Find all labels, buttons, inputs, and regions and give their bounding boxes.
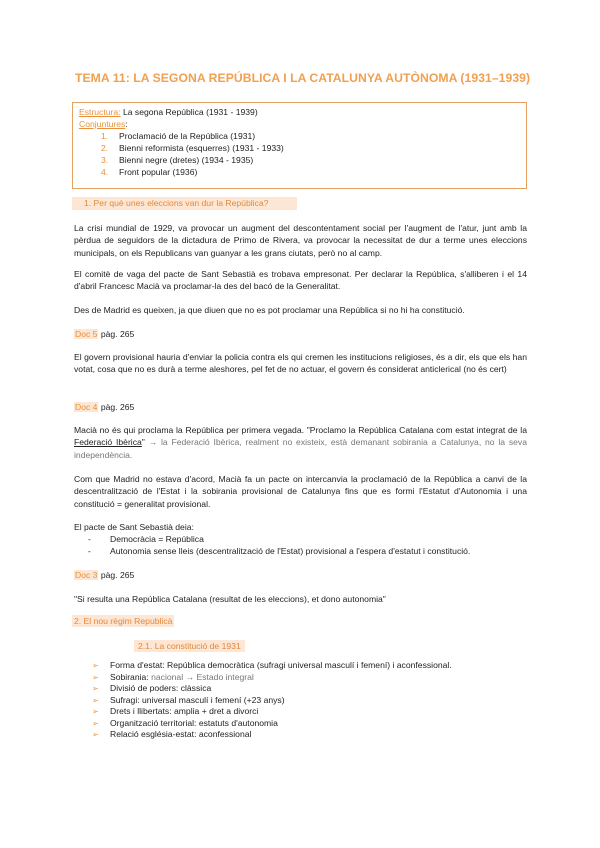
paragraph-crisis: La crisi mundial de 1929, va provocar un augment del descontentament social per l'augment de l'atur, junt amb la pèrdua de seguidors de la dictadura de Primo de Rivera, va provocar la necessitat de dur a terme unes eleccions municipals, on els Republicans van guanyar a les grans ciutats, però no al camp. [74,223,527,258]
item-label: Organització territorial: [110,717,197,728]
list-item [92,706,452,718]
doc-5-tag: Doc 5 [75,329,98,339]
estructura-row [79,106,520,118]
doc-4-reference [74,402,134,412]
item-text: República democràtica (sufragi universal masculí i femení) i aconfessional. [164,660,452,670]
paragraph-text: " [141,437,149,448]
conjuntures-list [79,130,520,178]
arrow-bullet-icon: ➢ [92,695,99,705]
arrow-bullet-icon: ➢ [92,707,99,716]
doc-5-page: pàg. 265 [98,329,135,339]
list-number: 2. [101,143,109,153]
federacio-iberica-link[interactable]: Federació Ibèrica [74,437,142,448]
list-item [92,672,452,684]
paragraph-comite: El comitè de vaga del pacte de Sant Sebastià es trobava empresonat. Per declarar la República, s'alliberen i el 14 d'abril Francesc Macià va proclamar-la des del bacó de la Generalitat. [74,269,527,292]
paragraph-pacte-madrid: Com que Madrid no estava d'acord, Macià fa un pacte on intercanvia la proclamació de la República a canvi de la descentralització de l'Estat i la sobirania provisional de Catalunya fins que es formi l'Estatut d'Autonomia i una constitució = generalitat provisional. [74,474,527,509]
list-item: - Democràcia = República [88,533,470,545]
item-text: amplia + dret a divorci [171,706,259,716]
doc-5-reference [74,329,134,339]
paragraph-macia [74,424,527,461]
item-note: nacional → Estado integral [148,671,254,682]
doc-4-page: pàg. 265 [98,402,135,412]
list-item [79,154,520,166]
list-text: Proclamació de la República (1931) [119,131,256,141]
paragraph-text: Macià no és qui proclama la República per primera vegada. "Proclamo la República Catalana com estat integrat de la [74,425,527,435]
conjuntures-label: Conjuntures [79,119,126,129]
pact-list [88,533,470,558]
list-number: 4. [101,167,109,177]
list-item [92,729,452,741]
section-1-heading: 1. Per què unes eleccions van dur la República? [72,197,297,210]
list-item [79,142,520,154]
list-item [92,718,452,730]
list-item [92,660,452,672]
list-number: 1. [101,131,109,141]
paragraph-pacte-intro: El pacte de Sant Sebastià deia: [74,522,194,532]
arrow-bullet-icon: ➢ [92,684,99,693]
conjuntures-row [79,118,520,130]
arrow-bullet-icon: ➢ [92,718,99,728]
paragraph-madrid: Des de Madrid es queixen, ja que diuen que no es pot proclamar una República si no hi ha constitució. [74,305,465,315]
item-label: Drets i llibertats: [110,706,172,716]
list-number: 3. [101,155,109,165]
subsection-2-1-heading: 2.1. La constitució de 1931 [134,640,245,652]
item-label: Sobirania: [110,671,149,682]
section-2-heading: 2. El nou règim Republicà [74,616,173,626]
summary-box [72,102,527,189]
doc-3-tag: Doc 3 [75,570,98,580]
list-item [79,166,520,178]
arrow-bullet-icon: ➢ [92,730,99,739]
conjuntures-colon: : [125,119,128,129]
item-text: clàssica [178,683,212,693]
doc-3-reference [74,570,134,580]
doc-3-page: pàg. 265 [98,570,135,580]
item-label: Forma d'estat: [110,660,165,670]
list-item [92,695,452,707]
item-label: Relació església-estat: [110,729,197,739]
page-title: TEMA 11: LA SEGONA REPÚBLICA I LA CATALUNYA AUTÒNOMA (1931–1939) [75,71,531,85]
list-item [92,683,452,695]
arrow-bullet-icon: ➢ [92,672,99,682]
item-text: universal masculí i femení (+23 anys) [139,694,285,705]
constitution-list [92,660,452,741]
list-text: Bienni reformista (esquerres) (1931 - 1933) [119,143,284,153]
paragraph-note: → la Federació Ibèrica, realment no existeix, està demanant sobirania a Catalunya, no la seva independència. [74,437,527,460]
item-label: Sufragi: [110,694,140,705]
quote-paragraph: "Si resulta una República Catalana (resultat de les eleccions), et dono autonomia" [74,594,386,604]
list-item [79,130,520,142]
list-text: Bienni negre (dretes) (1934 - 1935) [119,155,254,165]
list-text: Front popular (1936) [119,167,198,177]
estructura-value: La segona República (1931 - 1939) [122,107,258,117]
item-label: Divisió de poders: [110,683,179,693]
doc-4-tag: Doc 4 [75,402,98,412]
estructura-label: Estructura: [79,107,121,117]
item-text: aconfessional [196,729,252,739]
arrow-bullet-icon: ➢ [92,661,99,670]
paragraph-govern: El govern provisional hauria d'enviar la policia contra els qui cremen les institucions religioses, és a dir, els que els han votat, cosa que no es durà a terme aleshores, pel fet de no actuar, el govern és considerat anticlerical (no és cert) [74,352,527,375]
item-text: estatuts d'autonomia [196,717,278,728]
list-item: - Autonomia sense lleis (descentralització de l'Estat) provisional a l'espera d'estatut i constitució. [88,545,470,557]
